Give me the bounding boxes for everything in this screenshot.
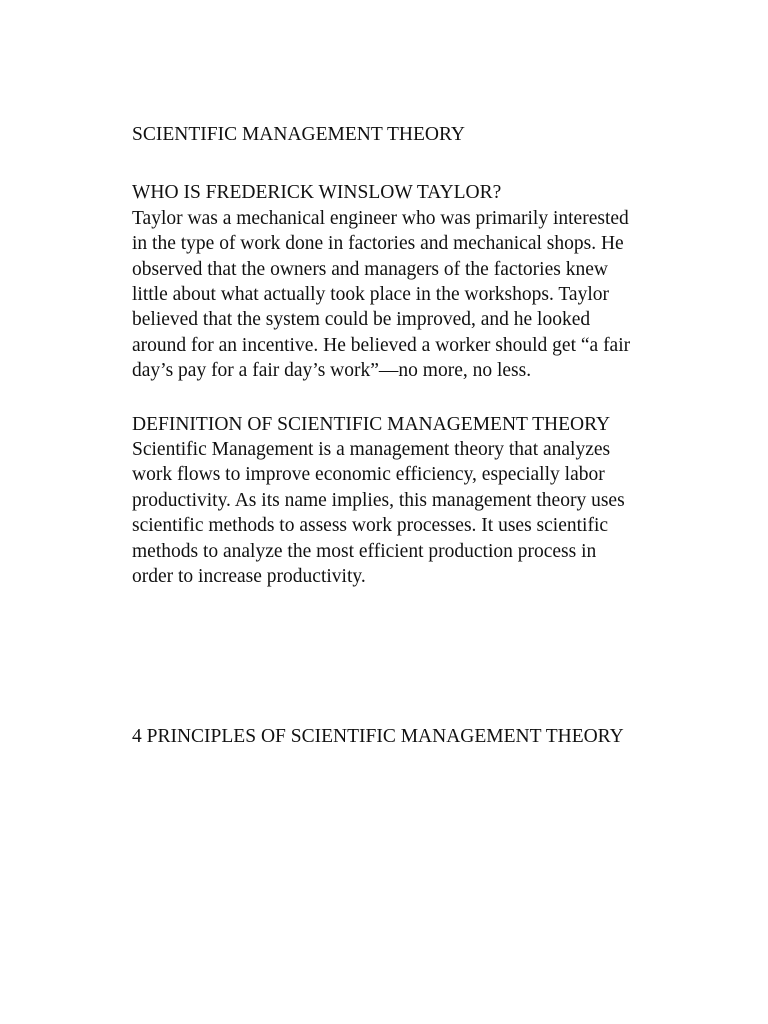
spacer bbox=[132, 147, 636, 180]
section-definition bbox=[132, 412, 636, 590]
section-principles bbox=[132, 724, 636, 749]
section-heading: 4 PRINCIPLES OF SCIENTIFIC MANAGEMENT THEORY bbox=[132, 725, 624, 747]
section-body: Scientific Management is a management theory that analyzes work flows to improve economic efficiency, especially labor productivity. As its name implies, this management theory uses scientific methods to assess work processes. It uses scientific methods to analyze the most efficient production process in order to increase productivity. bbox=[132, 439, 625, 588]
spacer bbox=[132, 384, 636, 412]
section-heading: WHO IS FREDERICK WINSLOW TAYLOR? bbox=[132, 182, 502, 204]
spacer bbox=[132, 590, 636, 724]
section-body: Taylor was a mechanical engineer who was primarily interested in the type of work done in factories and mechanical shops. He observed that the owners and managers of the factories knew little about what actually took place in the workshops. Taylor believed that the system could be improved, and he looked around for an incentive. He believed a worker should get “a fair day’s pay for a fair day’s work”—no more, no less. bbox=[132, 207, 631, 382]
document-page bbox=[132, 122, 636, 749]
section-taylor bbox=[132, 180, 636, 383]
document-title: SCIENTIFIC MANAGEMENT THEORY bbox=[132, 124, 465, 145]
section-heading: DEFINITION OF SCIENTIFIC MANAGEMENT THEORY bbox=[132, 413, 611, 435]
